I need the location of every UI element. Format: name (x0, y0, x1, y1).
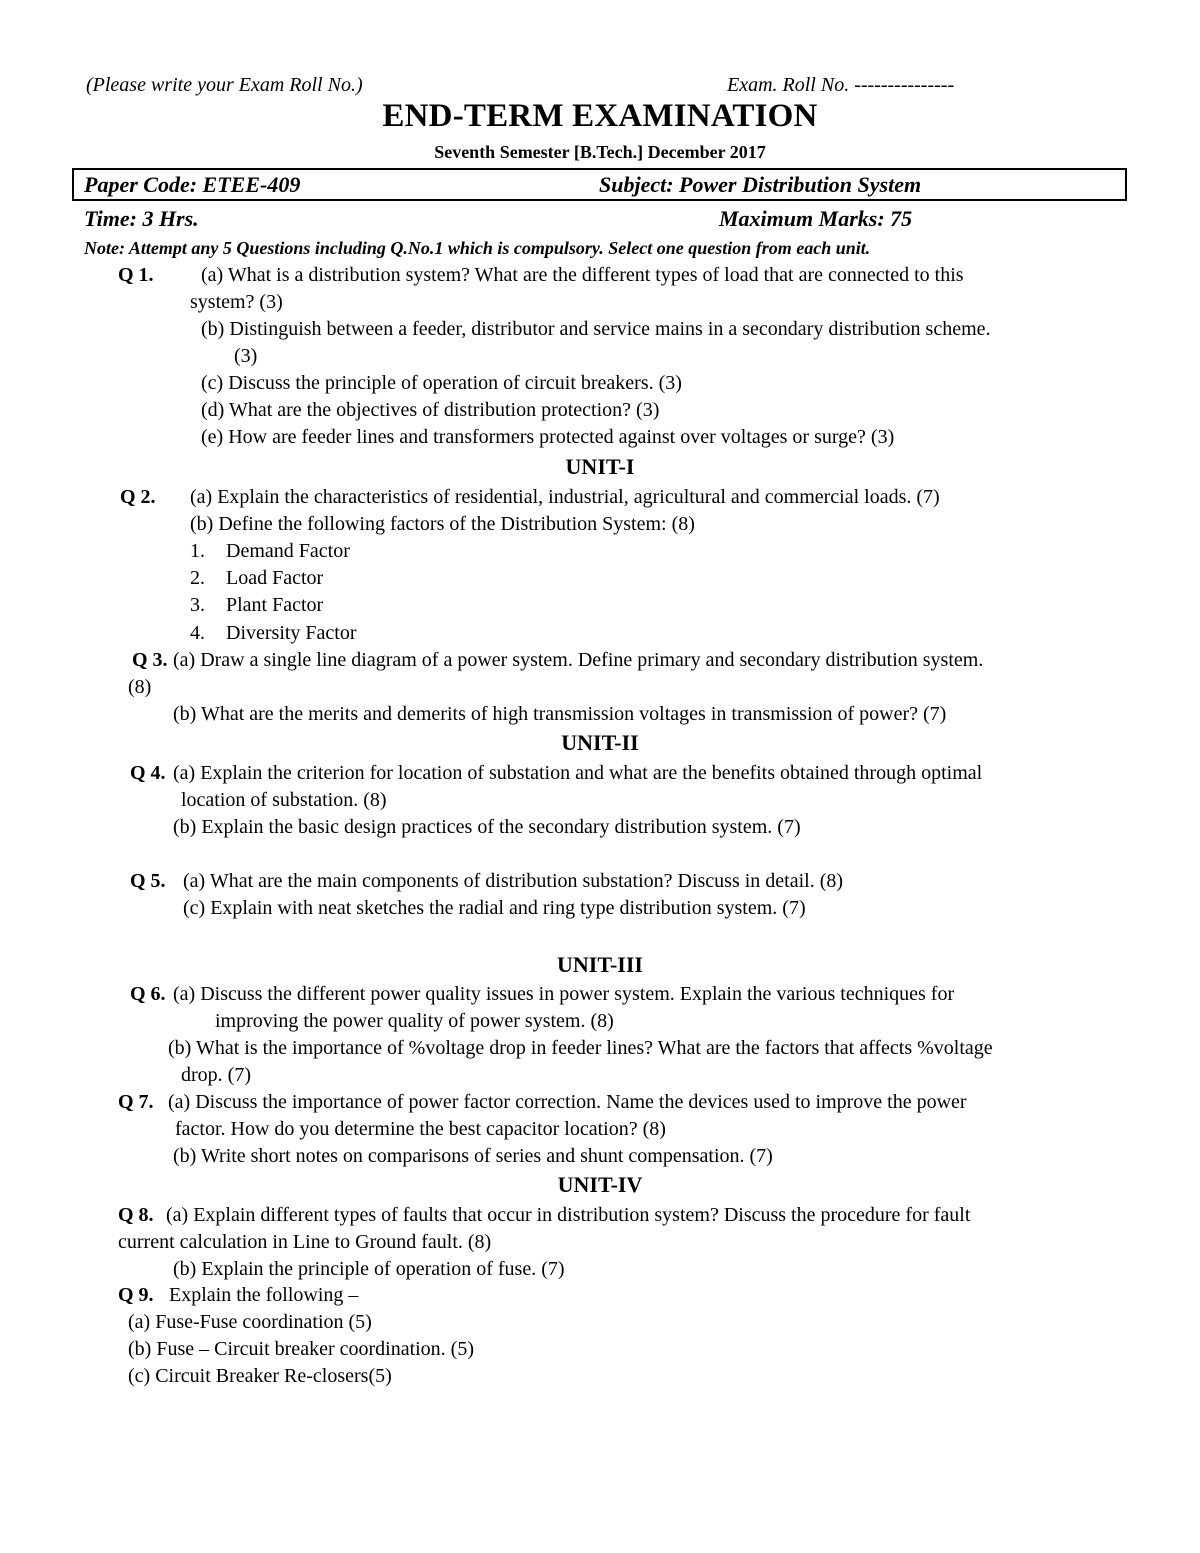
question-part: (b) Explain the basic design practices of the secondary distribution system. (7) (173, 816, 801, 838)
list-item: Load Factor (226, 567, 324, 589)
list-item: Diversity Factor (226, 622, 357, 644)
paper-code: Paper Code: ETEE-409 (84, 172, 301, 197)
question-part: factor. How do you determine the best capacitor location? (8) (175, 1118, 666, 1140)
question-part: system? (3) (190, 291, 283, 313)
question-part: (d) What are the objectives of distribution protection? (3) (201, 399, 660, 421)
question-number: Q 9. (118, 1284, 154, 1306)
list-item-number: 1. (190, 540, 205, 562)
question-part: (a) Discuss the different power quality issues in power system. Explain the various techniques for (173, 983, 955, 1005)
question-part: (a) What is a distribution system? What are the different types of load that are connected to this (201, 264, 964, 286)
question-number: Q 8. (118, 1204, 154, 1226)
time-allowed: Time: 3 Hrs. (84, 206, 199, 231)
question-number: Q 1. (118, 264, 154, 286)
maximum-marks: Maximum Marks: 75 (719, 206, 913, 231)
unit-heading: UNIT-IV (557, 1172, 643, 1197)
question-part: (a) Draw a single line diagram of a power system. Define primary and secondary distribution system. (173, 649, 984, 671)
question-part: (a) Explain different types of faults that occur in distribution system? Discuss the procedure for fault (166, 1204, 971, 1226)
question-part: (8) (128, 676, 152, 698)
question-number: Q 6. (130, 983, 166, 1005)
unit-heading: UNIT-II (561, 730, 639, 755)
subject: Subject: Power Distribution System (599, 172, 922, 197)
question-part: (b) Distinguish between a feeder, distributor and service mains in a secondary distribution scheme. (201, 318, 991, 340)
list-item: Demand Factor (226, 540, 350, 562)
question-part: improving the power quality of power system. (8) (215, 1010, 614, 1032)
list-item-number: 4. (190, 622, 205, 644)
question-part: (e) How are feeder lines and transformers protected against over voltages or surge? (3) (201, 426, 895, 448)
semester-line: Seventh Semester [B.Tech.] December 2017 (434, 142, 766, 162)
question-part: (a) Discuss the importance of power factor correction. Name the devices used to improve the power (168, 1091, 967, 1113)
question-number: Q 4. (130, 762, 166, 784)
question-part: location of substation. (8) (181, 789, 387, 811)
instructions-note: Note: Attempt any 5 Questions including Q.No.1 which is compulsory. Select one question from each unit. (84, 238, 871, 258)
question-part: (a) Explain the characteristics of residential, industrial, agricultural and commercial loads. (7) (190, 486, 940, 508)
list-item-number: 2. (190, 567, 205, 589)
list-item-number: 3. (190, 594, 205, 616)
question-part: (b) Explain the principle of operation of fuse. (7) (173, 1258, 565, 1280)
question-part: (b) Write short notes on comparisons of series and shunt compensation. (7) (173, 1145, 773, 1167)
question-part: (a) Fuse-Fuse coordination (5) (128, 1311, 372, 1333)
roll-prompt: (Please write your Exam Roll No.) (86, 74, 363, 96)
question-part: (a) What are the main components of distribution substation? Discuss in detail. (8) (183, 870, 844, 892)
question-part: drop. (7) (181, 1064, 251, 1086)
unit-heading: UNIT-I (565, 454, 635, 479)
question-part: (b) Define the following factors of the Distribution System: (8) (190, 513, 695, 535)
question-part: (b) Fuse – Circuit breaker coordination. (5) (128, 1338, 475, 1360)
unit-heading: UNIT-III (556, 952, 643, 977)
question-part: (c) Circuit Breaker Re-closers(5) (128, 1365, 392, 1387)
question-part: (a) Explain the criterion for location of substation and what are the benefits obtained through optimal (173, 762, 983, 784)
list-item: Plant Factor (226, 594, 324, 616)
question-part: (3) (234, 345, 258, 367)
question-part: (b) What are the merits and demerits of high transmission voltages in transmission of power? (7) (173, 703, 947, 725)
question-number: Q 2. (120, 486, 156, 508)
question-number: Q 7. (118, 1091, 154, 1113)
exam-title: END-TERM EXAMINATION (382, 98, 818, 134)
question-number: Q 3. (132, 649, 168, 671)
question-part: current calculation in Line to Ground fault. (8) (118, 1231, 492, 1253)
question-number: Q 5. (130, 870, 166, 892)
roll-number-field: Exam. Roll No. --------------- (727, 74, 955, 96)
question-part: (b) What is the importance of %voltage drop in feeder lines? What are the factors that affects %voltage (168, 1037, 993, 1059)
question-part: (c) Explain with neat sketches the radial and ring type distribution system. (7) (183, 897, 806, 919)
question-part: Explain the following – (169, 1284, 359, 1306)
question-part: (c) Discuss the principle of operation of circuit breakers. (3) (201, 372, 682, 394)
